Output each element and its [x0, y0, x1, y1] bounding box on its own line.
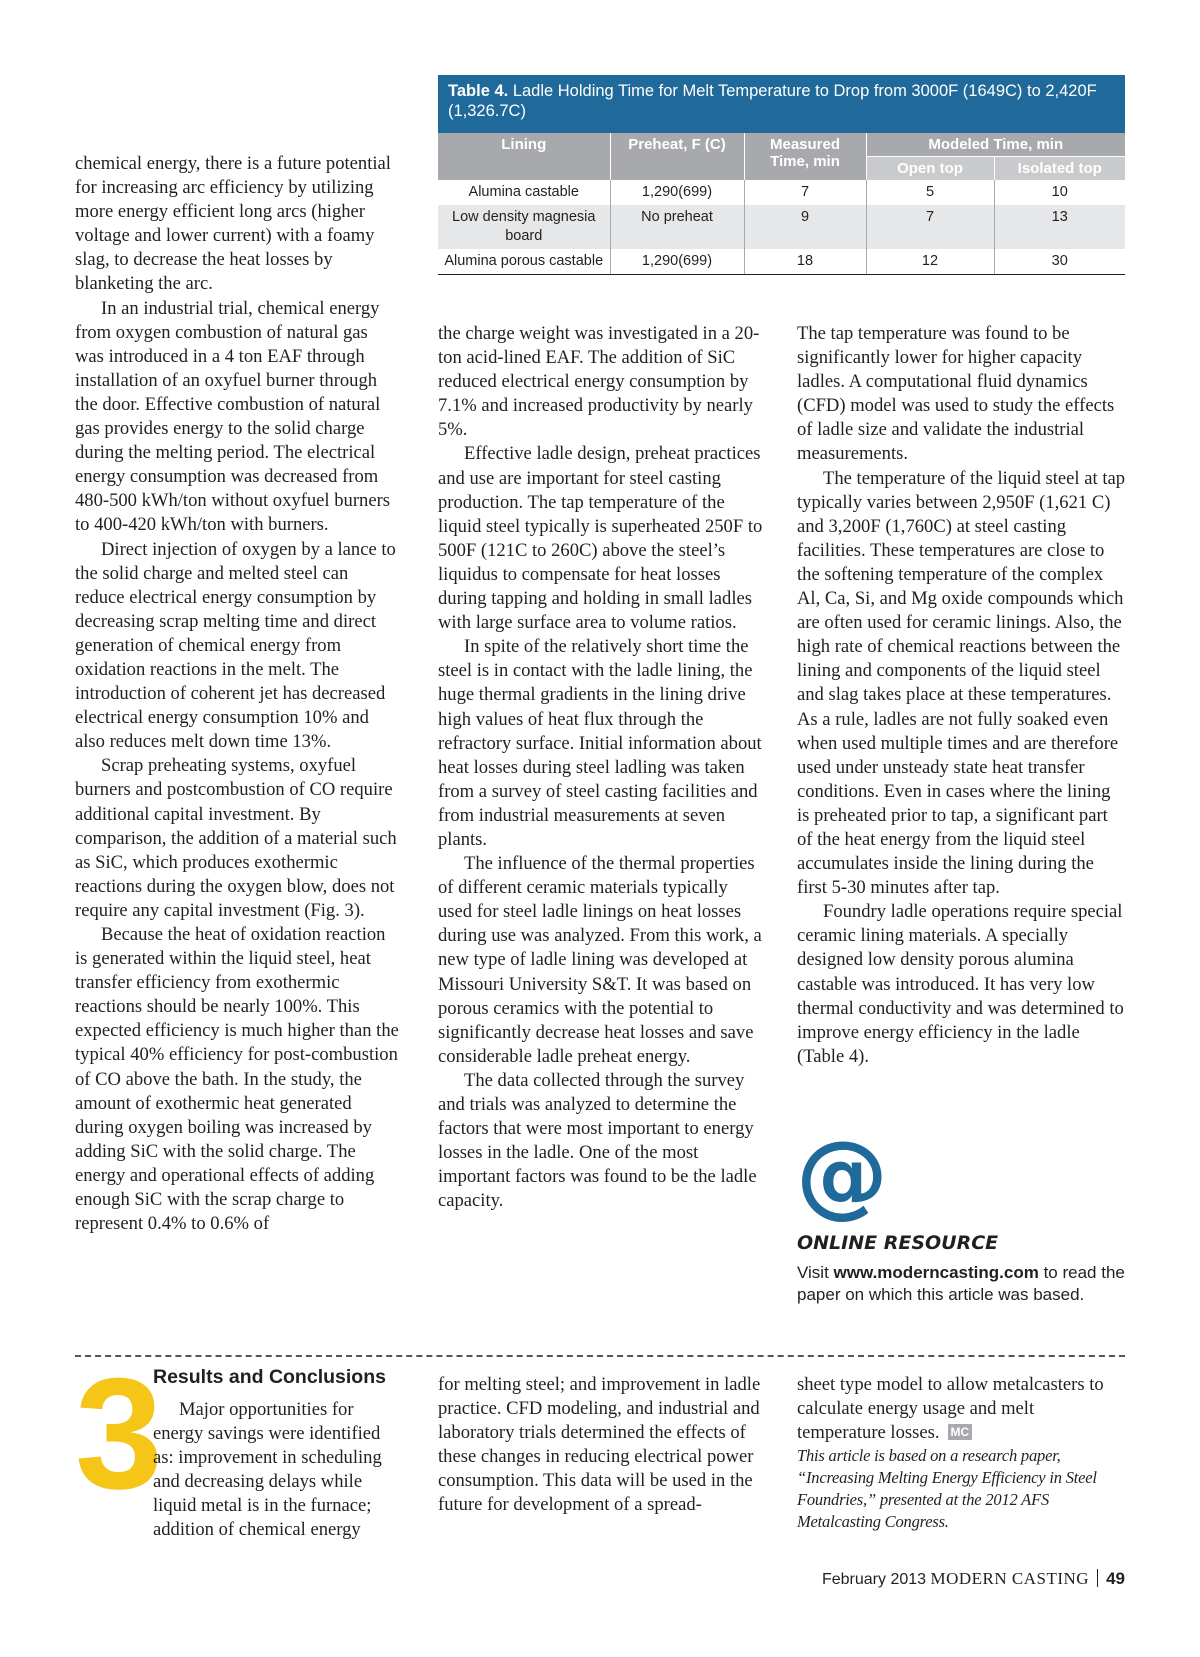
- footer-date: February 2013: [821, 1571, 927, 1588]
- paragraph: In spite of the relatively short time the steel is in contact with the ladle lining, the huge thermal gradients in the lining drive high values of heat flux through the refractory surface. Initial information about heat losses during steel ladling was taken from a survey of steel casting facilities and from industrial measurements at seven plants.: [438, 636, 762, 850]
- paragraph: In an industrial trial, chemical energy from oxygen combustion of natural gas was introduced in a 4 ton EAF through installation of an oxyfuel burner through the door. Effective combustion of natural gas provides energy to the solid charge during the melting period. The electrical energy consumption was decreased from 480-500 kWh/ton without oxyfuel burners to 400-420 kWh/ton with burners.: [75, 297, 391, 536]
- header-preheat: Preheat, F (C): [610, 133, 744, 180]
- table-caption-text: Ladle Holding Time for Melt Temperature to Drop from 3000F (1649C) to 2,420F (1,326.7C): [448, 82, 1097, 120]
- paragraph: the charge weight was investigated in a 20-ton acid-lined EAF. The addition of SiC reduced electrical energy consumption by 7.1% and increased productivity by nearly 5%.: [438, 323, 760, 441]
- online-resource-heading: ONLINE RESOURCE: [797, 1232, 999, 1254]
- paragraph: Effective ladle design, preheat practices and use are important for steel casting production. The tap temperature of the liquid steel typically is superheated 250F to 500F (121C to 260C) above the steel’s liquidus to compensate for heat losses during tapping and holding in small ladles with large surface area to volume ratios.: [438, 443, 763, 634]
- header-isolated-top: Isolated top: [994, 157, 1125, 181]
- section3-paragraph: [797, 1373, 1127, 1445]
- paragraph: The influence of the thermal properties of different ceramic materials typically used for steel ladle linings on heat losses during use was analyzed. From this work, a new type of ladle lining was developed at Missouri University S&T. It was based on porous ceramics with the potential to significantly decrease heat losses and save considerable ladle preheat energy.: [438, 853, 762, 1067]
- cell-lining: Alumina castable: [468, 184, 579, 200]
- mc-end-badge: MC: [948, 1424, 973, 1440]
- section-number: 3: [75, 1346, 159, 1522]
- cell-isolated-top: 30: [994, 249, 1125, 275]
- header-open-top: Open top: [866, 157, 994, 181]
- paragraph: The tap temperature was found to be significantly lower for higher capacity ladles. A computational fluid dynamics (CFD) model was used to study the effects of ladle size and validate the industrial measurements.: [797, 323, 1115, 465]
- cell-measured: 9: [744, 205, 866, 249]
- article-column-3: [797, 322, 1127, 1069]
- cell-preheat: No preheat: [610, 205, 744, 249]
- cell-open-top: 5: [866, 180, 994, 205]
- online-url-link[interactable]: www.moderncasting.com: [833, 1263, 1039, 1282]
- header-measured: Measured Time, min: [744, 133, 866, 180]
- table-row: [438, 205, 1125, 249]
- section-divider: [75, 1355, 1125, 1357]
- data-table: [438, 133, 1125, 275]
- cell-lining: Alumina porous castable: [438, 249, 610, 275]
- paragraph: The data collected through the survey and trials was analyzed to determine the factors that were most important to energy losses in the ladle. One of the most important factors was found to be the ladle capacity.: [438, 1069, 757, 1212]
- cell-isolated-top: 13: [994, 205, 1125, 249]
- header-modeled: Modeled Time, min: [866, 133, 1125, 157]
- cell-measured: 7: [744, 180, 866, 205]
- paragraph: Direct injection of oxygen by a lance to the solid charge and melted steel can reduce electrical energy consumption by decreasing scrap melting time and direct generation of chemical energy from oxidation reactions in the melt. The introduction of coherent jet has decreased electrical energy consumption 10% and also reduces melt down time 13%.: [75, 538, 396, 753]
- article-credit: This article is based on a research paper, “Increasing Melting Energy Efficiency in Steel Foundries,” presented at the 2012 AFS Metalcasting Congress.: [797, 1446, 1097, 1532]
- page-number: 49: [1106, 1569, 1125, 1588]
- article-column-1: [75, 152, 400, 1236]
- section3-column-1: [75, 1398, 400, 1543]
- page-footer: [822, 1569, 1125, 1589]
- table-row: [438, 249, 1125, 275]
- cell-preheat: 1,290(699): [610, 180, 744, 205]
- online-rest: to read the paper on which this article was based.: [797, 1263, 1125, 1304]
- cell-measured: 18: [744, 249, 866, 275]
- paragraph: chemical energy, there is a future potential for increasing arc efficiency by utilizing more energy efficient long arcs (higher voltage and lower current) with a foamy slag, to decrease the heat losses by blanketing the arc.: [75, 153, 391, 295]
- section3-paragraph-text: sheet type model to allow metalcasters to calculate energy usage and melt temperature losses.: [797, 1374, 1104, 1444]
- at-sign-icon: @: [796, 1121, 888, 1228]
- footer-separator: [1097, 1569, 1098, 1587]
- table-caption-label: Table 4.: [448, 82, 509, 100]
- cell-lining: Low density magnesia board: [438, 205, 610, 249]
- paragraph: The temperature of the liquid steel at tap typically varies between 2,950F (1,621 C) and 3,200F (1,760C) at steel casting facilities. These temperatures are close to the softening temperature of the complex Al, Ca, Si, and Mg oxide compounds which are often used for ceramic linings. Also, the high rate of chemical reactions between the lining and components of the liquid steel and slag takes place at these temperatures. As a rule, ladles are not fully soaked even when used multiple times and are therefore used under unsteady state heat transfer conditions. Even in cases where the lining is preheated prior to tap, a significant part of the heat energy from the liquid steel accumulates inside the lining during the first 5-30 minutes after tap.: [797, 467, 1126, 899]
- paragraph: Because the heat of oxidation reaction is generated within the liquid steel, heat transfer efficiency from exothermic reactions should be nearly 100%. This expected efficiency is much higher than the typical 40% efficiency for post-combustion of CO above the bath. In the study, the amount of exothermic heat generated during oxygen boiling was increased by adding SiC with the solid charge. The energy and operational effects of adding enough SiC with the scrap charge to represent 0.4% to 0.6% of: [75, 924, 399, 1235]
- header-lining: Lining: [438, 133, 610, 180]
- section3-column-2: [438, 1373, 765, 1518]
- paragraph: Scrap preheating systems, oxyfuel burners and postcombustion of CO require additional capital investment. By comparison, the addition of a material such as SiC, which produces exothermic reactions during the oxygen blow, does not require any capital investment (Fig. 3).: [75, 755, 397, 921]
- section3-column-3: [797, 1373, 1127, 1533]
- section3-paragraph: for melting steel; and improvement in ladle practice. CFD modeling, and industrial and laboratory trials determined the effects of these changes in reducing electrical power consumption. This data will be used in the future for development of a spread-: [438, 1374, 761, 1516]
- section3-paragraph: Major opportunities for energy savings were identified as: improvement in scheduling and decreasing delays while liquid metal is in the furnace; addition of chemical energy: [153, 1399, 382, 1541]
- cell-open-top: 12: [866, 249, 994, 275]
- table-row: [438, 180, 1125, 205]
- table-caption: [438, 75, 1125, 133]
- online-visit: Visit: [797, 1263, 829, 1282]
- paragraph: Foundry ladle operations require special ceramic lining materials. A specially designed low density porous alumina castable was introduced. It has very low thermal conductivity and was determined to improve energy efficiency in the ladle (Table 4).: [797, 901, 1124, 1067]
- cell-isolated-top: 10: [994, 180, 1125, 205]
- section-heading: Results and Conclusions: [153, 1366, 386, 1388]
- table-4: [438, 75, 1125, 275]
- online-resource-text: [797, 1262, 1127, 1305]
- footer-magazine: MODERN CASTING: [930, 1569, 1090, 1588]
- article-column-2: [438, 322, 765, 1213]
- cell-preheat: 1,290(699): [610, 249, 744, 275]
- cell-open-top: 7: [866, 205, 994, 249]
